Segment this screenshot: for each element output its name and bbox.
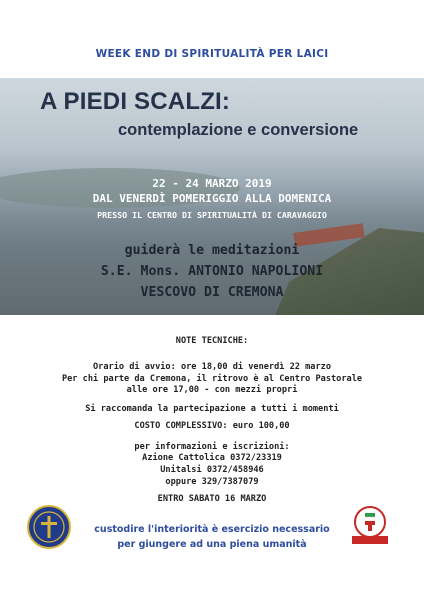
notes-line-2: Per chi parte da Cremona, il ritrovo è al Centro Pastorale <box>61 374 363 384</box>
header-area <box>0 0 424 78</box>
notes-line-1: Orario di avvio: ore 18,00 di venerdì 22 marzo <box>93 362 331 372</box>
info-line-4: oppure 329/7387079 <box>165 477 259 487</box>
cross-icon <box>29 507 69 547</box>
azione-cattolica-logo <box>27 505 71 549</box>
event-heading: WEEK END DI SPIRITUALITÀ PER LAICI <box>95 48 329 60</box>
bishop-name: S.E. Mons. ANTONIO NAPOLIONI <box>100 264 324 279</box>
main-subtitle: contemplazione e conversione <box>118 121 359 139</box>
notes-line-4: Si raccomanda la partecipazione a tutti i momenti <box>85 404 339 414</box>
main-title: A PIEDI SCALZI: <box>40 88 231 115</box>
deadline-line: ENTRO SABATO 16 MARZO <box>157 494 267 504</box>
cost-line: COSTO COMPLESSIVO: euro 100,00 <box>134 421 290 431</box>
unitalsi-logo <box>349 505 391 545</box>
info-line-2: Azione Cattolica 0372/23319 <box>142 453 282 463</box>
footer-line-2: per giungere ad una piena umanità <box>117 539 307 550</box>
footer-line-1: custodire l'interiorità è esercizio necessario <box>94 524 330 535</box>
notes-heading: NOTE TECNICHE: <box>175 336 249 346</box>
event-days: DAL VENERDÌ POMERIGGIO ALLA DOMENICA <box>92 192 332 205</box>
event-date: 22 - 24 MARZO 2019 <box>152 177 272 190</box>
bishop-title: VESCOVO DI CREMONA <box>140 285 284 300</box>
info-line-1: per informazioni e iscrizioni: <box>134 442 290 452</box>
info-line-3: Unitalsi 0372/458946 <box>160 465 264 475</box>
guide-text: guiderà le meditazioni <box>124 243 300 258</box>
notes-line-3: alle ore 17,00 - con mezzi propri <box>126 385 298 395</box>
event-place: PRESSO IL CENTRO DI SPIRITUALITÀ DI CARAVAGGIO <box>97 210 327 220</box>
